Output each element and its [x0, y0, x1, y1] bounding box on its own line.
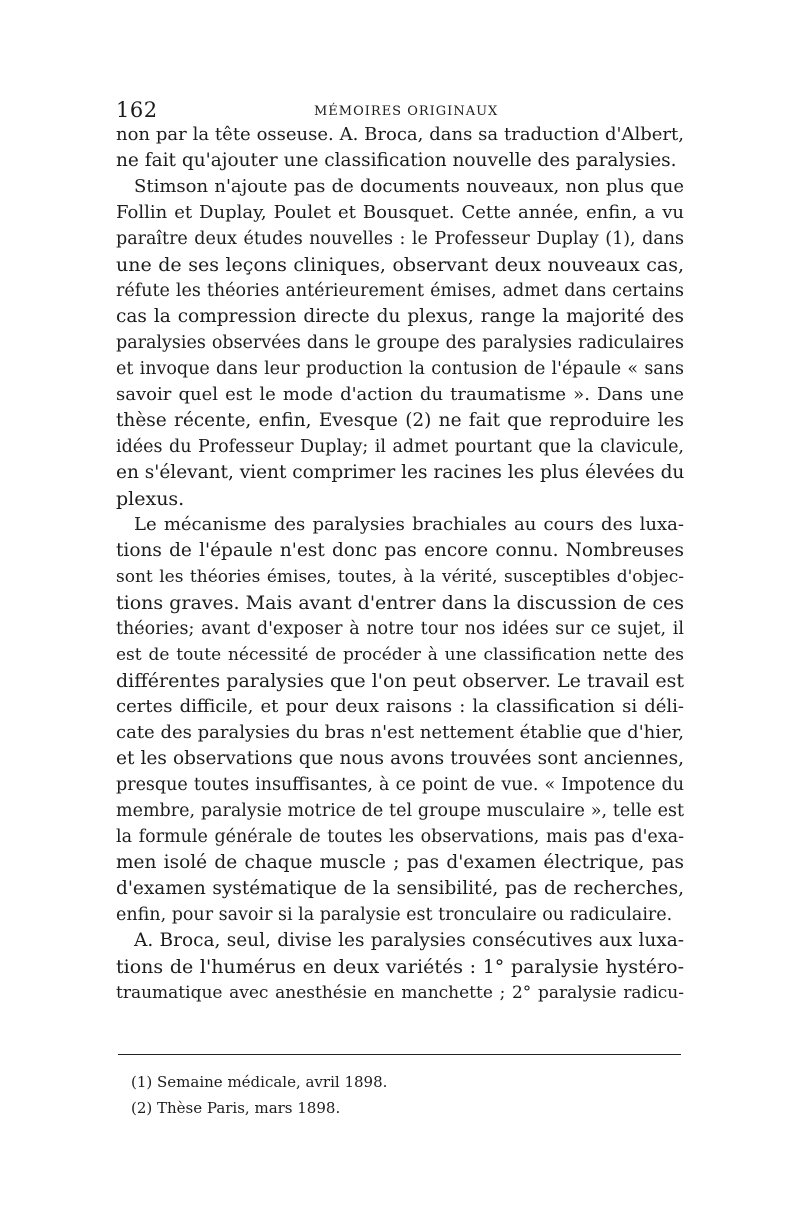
footnotes [131, 1069, 387, 1121]
footnote: (2) Thèse Paris, mars 1898. [131, 1099, 341, 1117]
text-line: traumatique avec anesthésie en manchette ; 2° paralysie radicu- [116, 983, 684, 1003]
text-line: non par la tête osseuse. A. Broca, dans sa traduction d'Albert, [116, 124, 684, 145]
text-line: enfin, pour savoir si la paralysie est tronculaire ou radiculaire. [116, 905, 673, 925]
text-line: différentes paralysies que l'on peut observer. Le travail est [116, 670, 684, 692]
text-line: men isolé de chaque muscle ; pas d'examen électrique, pas [116, 852, 684, 873]
page-number: 162 [116, 98, 158, 122]
text-line: Le mécanisme des paralysies brachiales au cours des luxa- [134, 514, 684, 535]
text-line: Follin et Duplay, Poulet et Bousquet. Cette année, enfin, a vu [116, 202, 684, 223]
footnote-divider [118, 1054, 681, 1055]
footnote: (1) Semaine médicale, avril 1898. [131, 1073, 388, 1091]
text-line: A. Broca, seul, divise les paralysies consécutives aux luxa- [134, 930, 684, 951]
text-line: plexus. [116, 488, 185, 510]
body-text [116, 122, 684, 1006]
text-line: idées du Professeur Duplay; il admet pourtant que la clavicule, [116, 437, 684, 457]
text-line: d'examen systématique de la sensibilité, pas de recherches, [116, 878, 684, 899]
text-line: la formule générale de toutes les observations, mais pas d'exa- [116, 827, 684, 847]
text-line: thèse récente, enfin, Evesque (2) ne fait que reproduire les [116, 410, 684, 431]
text-line: presque toutes insuffisantes, à ce point de vue. « Impotence du [116, 775, 684, 795]
text-line: en s'élevant, vient comprimer les racines les plus élevées du [116, 462, 685, 483]
text-line: tions de l'épaule n'est donc pas encore connu. Nombreuses [116, 540, 684, 561]
page-header [116, 98, 684, 122]
text-line: ne fait qu'ajouter une classification nouvelle des paralysies. [116, 150, 677, 171]
text-line: sont les théories émises, toutes, à la vérité, susceptibles d'objec- [116, 567, 684, 587]
text-line: savoir quel est le mode d'action du traumatisme ». Dans une [116, 384, 684, 405]
text-line: cate des paralysies du bras n'est nettement établie que d'hier, [116, 722, 684, 743]
text-line: tions de l'humérus en deux variétés : 1° paralysie hystéro- [116, 956, 684, 978]
text-line: tions graves. Mais avant d'entrer dans la discussion de ces [116, 592, 684, 614]
text-line: membre, paralysie motrice de tel groupe musculaire », telle est [116, 801, 684, 821]
text-line: une de ses leçons cliniques, observant deux nouveaux cas, [116, 254, 684, 276]
text-line: réfute les théories antérieurement émises, admet dans certains [116, 281, 684, 301]
text-line: certes difficile, et pour deux raisons : la classification si déli- [116, 696, 684, 717]
text-line: est de toute nécessité de procéder à une classification nette des [116, 645, 684, 665]
text-line: théories; avant d'exposer à notre tour nos idées sur ce sujet, il [116, 619, 684, 639]
text-line: Stimson n'ajoute pas de documents nouveaux, non plus que [134, 176, 684, 197]
text-line: paraître deux études nouvelles : le Professeur Duplay (1), dans [116, 229, 684, 249]
running-title: MÉMOIRES ORIGINAUX [314, 104, 499, 119]
text-line: et les observations que nous avons trouvées sont anciennes, [116, 748, 684, 769]
text-line: et invoque dans leur production la contusion de l'épaule « sans [116, 359, 684, 379]
text-line: cas la compression directe du plexus, range la majorité des [116, 306, 684, 327]
text-line: paralysies observées dans le groupe des paralysies radiculaires [116, 333, 684, 353]
